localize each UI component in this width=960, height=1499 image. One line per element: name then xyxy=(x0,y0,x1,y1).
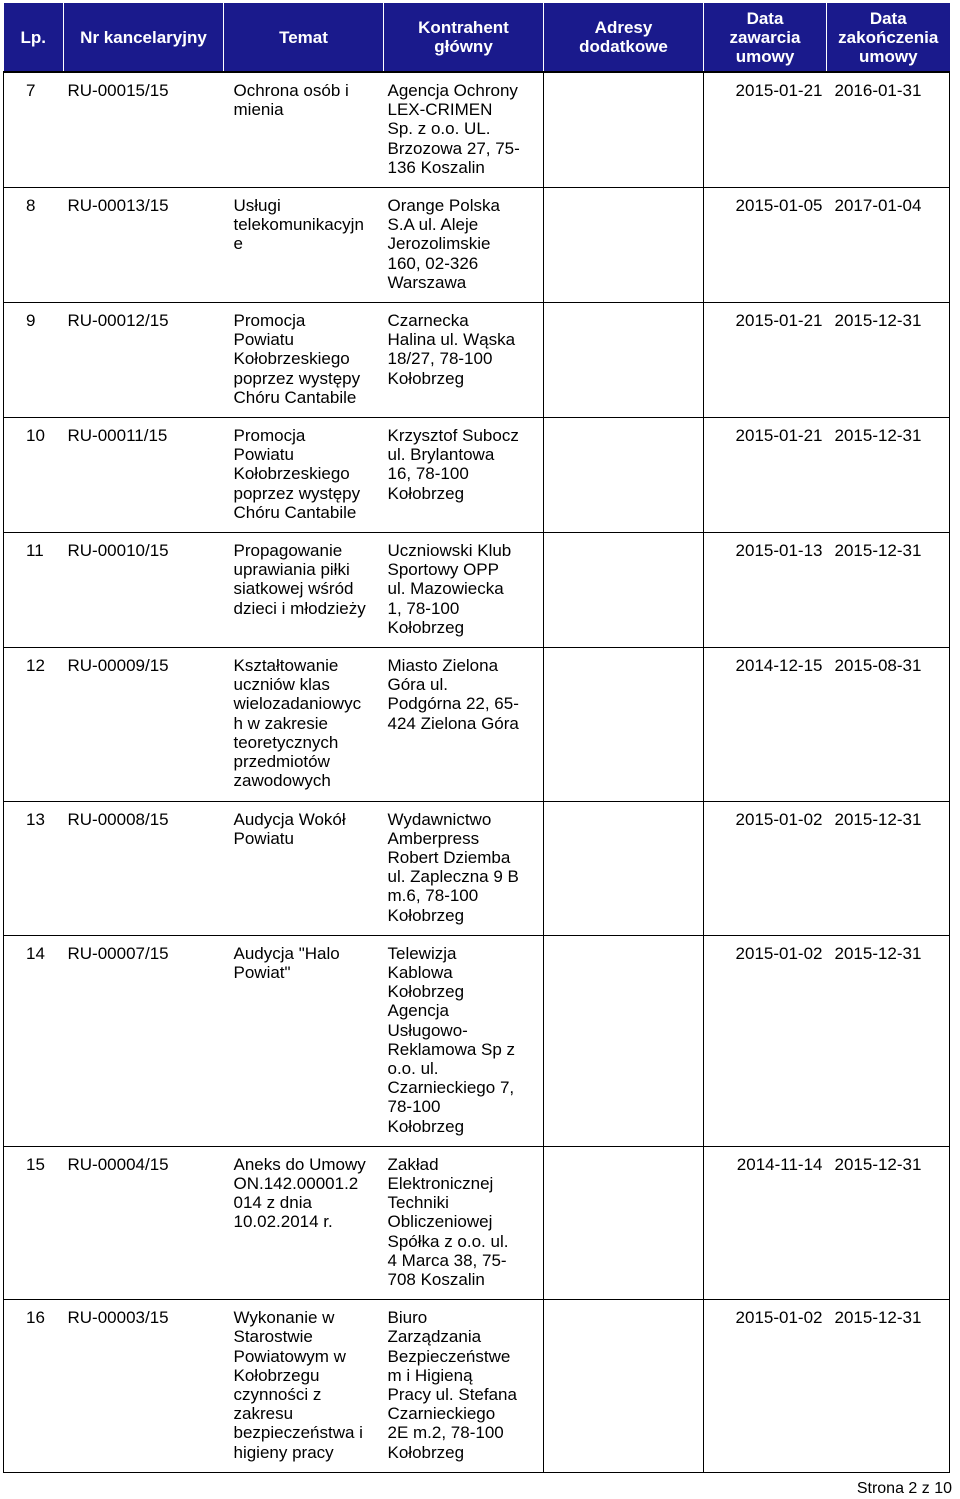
table-row xyxy=(4,648,950,801)
header-kontrahent: Kontrahent główny xyxy=(384,3,544,72)
cell-temat: Promocja Powiatu Kołobrzeskiego poprzez występy Chóru Cantabile xyxy=(224,303,384,418)
cell-lp: 7 xyxy=(4,72,64,188)
cell-lp: 9 xyxy=(4,303,64,418)
header-data-zakonczenia: Data zakończenia umowy xyxy=(827,3,950,72)
cell-data-zakonczenia: 2015-12-31 xyxy=(827,1146,950,1299)
cell-kontrahent: Miasto Zielona Góra ul. Podgórna 22, 65- 424 Zielona Góra xyxy=(384,648,544,801)
cell-adresy xyxy=(544,801,704,935)
cell-adresy xyxy=(544,418,704,533)
cell-nr: RU-00012/15 xyxy=(64,303,224,418)
table-header xyxy=(4,3,950,72)
cell-nr: RU-00015/15 xyxy=(64,72,224,188)
table-row xyxy=(4,72,950,188)
cell-adresy xyxy=(544,935,704,1146)
cell-adresy xyxy=(544,1300,704,1473)
cell-kontrahent: Biuro Zarządzania Bezpieczeństwe m i Higieną Pracy ul. Stefana Czarnieckiego 2E m.2, 78-100 Kołobrzeg xyxy=(384,1300,544,1473)
cell-data-zakonczenia: 2017-01-04 xyxy=(827,188,950,303)
cell-lp: 14 xyxy=(4,935,64,1146)
table-row xyxy=(4,188,950,303)
cell-data-zakonczenia: 2015-12-31 xyxy=(827,303,950,418)
cell-data-zawarcia: 2014-11-14 xyxy=(704,1146,827,1299)
contracts-table xyxy=(3,3,950,1473)
cell-data-zakonczenia: 2015-12-31 xyxy=(827,935,950,1146)
cell-nr: RU-00013/15 xyxy=(64,188,224,303)
header-adresy: Adresy dodatkowe xyxy=(544,3,704,72)
cell-temat: Propagowanie uprawiania piłki siatkowej wśród dzieci i młodzieży xyxy=(224,533,384,648)
table-row xyxy=(4,801,950,935)
cell-kontrahent: Telewizja Kablowa Kołobrzeg Agencja Usługowo- Reklamowa Sp z o.o. ul. Czarnieckiego 7, 78-100 Kołobrzeg xyxy=(384,935,544,1146)
cell-nr: RU-00007/15 xyxy=(64,935,224,1146)
table-row xyxy=(4,1300,950,1473)
cell-lp: 11 xyxy=(4,533,64,648)
cell-lp: 8 xyxy=(4,188,64,303)
cell-data-zawarcia: 2015-01-02 xyxy=(704,801,827,935)
table-row xyxy=(4,418,950,533)
header-row xyxy=(4,3,950,72)
cell-temat: Promocja Powiatu Kołobrzeskiego poprzez występy Chóru Cantabile xyxy=(224,418,384,533)
cell-kontrahent: Czarnecka Halina ul. Wąska 18/27, 78-100 Kołobrzeg xyxy=(384,303,544,418)
cell-data-zawarcia: 2015-01-21 xyxy=(704,418,827,533)
cell-data-zawarcia: 2015-01-02 xyxy=(704,1300,827,1473)
cell-data-zawarcia: 2015-01-13 xyxy=(704,533,827,648)
cell-nr: RU-00010/15 xyxy=(64,533,224,648)
cell-lp: 12 xyxy=(4,648,64,801)
cell-kontrahent: Krzysztof Subocz ul. Brylantowa 16, 78-100 Kołobrzeg xyxy=(384,418,544,533)
cell-nr: RU-00009/15 xyxy=(64,648,224,801)
cell-data-zakonczenia: 2015-12-31 xyxy=(827,801,950,935)
table-row xyxy=(4,303,950,418)
cell-temat: Kształtowanie uczniów klas wielozadaniowyc h w zakresie teoretycznych przedmiotów zawodowych xyxy=(224,648,384,801)
cell-data-zakonczenia: 2015-12-31 xyxy=(827,1300,950,1473)
cell-nr: RU-00011/15 xyxy=(64,418,224,533)
cell-temat: Audycja "Halo Powiat" xyxy=(224,935,384,1146)
cell-data-zawarcia: 2015-01-21 xyxy=(704,72,827,188)
cell-data-zawarcia: 2015-01-21 xyxy=(704,303,827,418)
cell-adresy xyxy=(544,533,704,648)
cell-nr: RU-00004/15 xyxy=(64,1146,224,1299)
cell-data-zawarcia: 2015-01-05 xyxy=(704,188,827,303)
cell-kontrahent: Zakład Elektronicznej Techniki Obliczeniowej Spółka z o.o. ul. 4 Marca 38, 75- 708 Koszalin xyxy=(384,1146,544,1299)
cell-data-zakonczenia: 2016-01-31 xyxy=(827,72,950,188)
header-temat: Temat xyxy=(224,3,384,72)
page-number: Strona 2 z 10 xyxy=(856,1480,952,1497)
cell-temat: Usługi telekomunikacyjn e xyxy=(224,188,384,303)
header-data-zawarcia: Data zawarcia umowy xyxy=(704,3,827,72)
cell-adresy xyxy=(544,648,704,801)
header-nr-kancelaryjny: Nr kancelaryjny xyxy=(64,3,224,72)
cell-kontrahent: Orange Polska S.A ul. Aleje Jerozolimskie 160, 02-326 Warszawa xyxy=(384,188,544,303)
cell-data-zakonczenia: 2015-12-31 xyxy=(827,533,950,648)
table-row xyxy=(4,533,950,648)
table-row xyxy=(4,935,950,1146)
cell-nr: RU-00008/15 xyxy=(64,801,224,935)
table-row xyxy=(4,1146,950,1299)
cell-data-zakonczenia: 2015-12-31 xyxy=(827,418,950,533)
table-body xyxy=(4,72,950,1472)
cell-kontrahent: Agencja Ochrony LEX-CRIMEN Sp. z o.o. UL. Brzozowa 27, 75- 136 Koszalin xyxy=(384,72,544,188)
cell-temat: Wykonanie w Starostwie Powiatowym w Kołobrzegu czynności z zakresu bezpieczeństwa i higieny pracy xyxy=(224,1300,384,1473)
cell-temat: Audycja Wokół Powiatu xyxy=(224,801,384,935)
cell-kontrahent: Wydawnictwo Amberpress Robert Dziemba ul. Zapleczna 9 B m.6, 78-100 Kołobrzeg xyxy=(384,801,544,935)
cell-kontrahent: Uczniowski Klub Sportowy OPP ul. Mazowiecka 1, 78-100 Kołobrzeg xyxy=(384,533,544,648)
cell-lp: 10 xyxy=(4,418,64,533)
cell-data-zawarcia: 2015-01-02 xyxy=(704,935,827,1146)
cell-nr: RU-00003/15 xyxy=(64,1300,224,1473)
cell-temat: Ochrona osób i mienia xyxy=(224,72,384,188)
cell-lp: 13 xyxy=(4,801,64,935)
cell-lp: 16 xyxy=(4,1300,64,1473)
cell-temat: Aneks do Umowy ON.142.00001.2 014 z dnia 10.02.2014 r. xyxy=(224,1146,384,1299)
cell-adresy xyxy=(544,1146,704,1299)
cell-adresy xyxy=(544,72,704,188)
cell-data-zawarcia: 2014-12-15 xyxy=(704,648,827,801)
cell-adresy xyxy=(544,303,704,418)
header-lp: Lp. xyxy=(4,3,64,72)
cell-lp: 15 xyxy=(4,1146,64,1299)
cell-adresy xyxy=(544,188,704,303)
cell-data-zakonczenia: 2015-08-31 xyxy=(827,648,950,801)
